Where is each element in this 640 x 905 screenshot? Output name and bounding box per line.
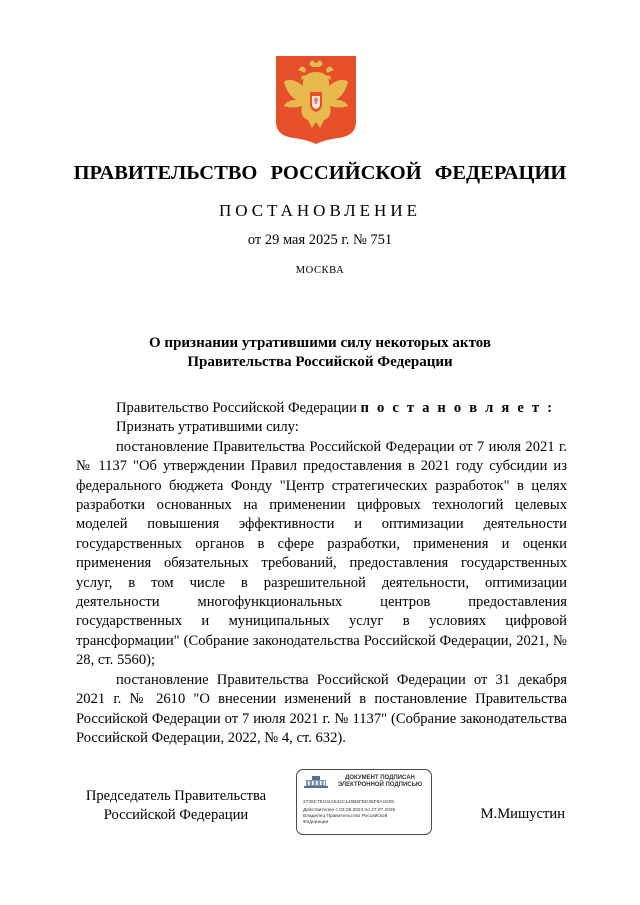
subject-line-1: О признании утратившими силу некоторых актов (149, 335, 491, 351)
stamp-title-line-1: ДОКУМЕНТ ПОДПИСАН (345, 775, 415, 781)
position-line-1: Председатель Правительства (85, 788, 267, 804)
document-type: ПОСТАНОВЛЕНИЕ (218, 201, 421, 220)
document-body (76, 399, 567, 748)
signatory-position (76, 787, 276, 825)
document-date-number: от 29 мая 2025 г. № 751 (247, 232, 393, 248)
intro-paragraph (76, 399, 567, 418)
position-line-2: Российской Федерации (103, 807, 249, 823)
stamp-title-line-2: ЭЛЕКТРОННОЙ ПОДПИСЬЮ (337, 782, 423, 788)
stamp-owner-line-2: Федерации (303, 820, 329, 825)
decree-word: п о с т а н о в л я е т : (360, 400, 555, 416)
electronic-signature-stamp (296, 769, 432, 835)
government-building-icon (303, 775, 329, 789)
void-paragraph: Признать утратившими силу: (116, 419, 299, 436)
stamp-validity: Действителен с 03.05.2024 по 27.07.2025 (303, 808, 396, 813)
stamp-title (331, 775, 429, 789)
item-1-paragraph: постановление Правительства Российской Федерации от 7 июля 2021 г. № 1137 "Об утверждении Правил предоставления в 2021 году субсидии из федерального бюджета Фонду "Центр стратегических разработок" в целях разработки основанных на применении цифровых технологий целевых моделей повышения эффективности и оптимизации деятельности государственных органов в сфере разработки, применения и оценки применения обязательных требований, предоставления государственных услуг, в том числе в разрешительной деятельности, оптимизации деятельности многофункциональных центров предоставления государственных и муниципальных услуг в условиях цифровой трансформации" (Собрание законодательства Российской Федерации, 2021, № 28, ст. 5560); (76, 438, 567, 669)
signatory-name: М.Мишустин (480, 806, 565, 822)
document-subject (0, 334, 640, 372)
intro-text: Правительство Российской Федерации (116, 400, 361, 416)
stamp-certificate-serial: 2728C79104A041C145B6FEE36F8A1D09 (303, 800, 394, 805)
coat-of-arms-icon (276, 56, 356, 144)
subject-line-2: Правительства Российской Федерации (187, 354, 453, 370)
government-title: ПРАВИТЕЛЬСТВО РОССИЙСКОЙ ФЕДЕРАЦИИ (73, 162, 567, 184)
document-city: МОСКВА (295, 265, 345, 276)
stamp-owner-line-1: Владелец Правительство Российской (303, 814, 388, 819)
item-2-paragraph: постановление Правительства Российской Федерации от 31 декабря 2021 г. № 2610 "О внесении изменений в постановление Правительства Российской Федерации от 7 июля 2021 г. № 1137" (Собрание законодательства Российской Федерации, 2022, № 4, ст. 632). (76, 671, 567, 746)
